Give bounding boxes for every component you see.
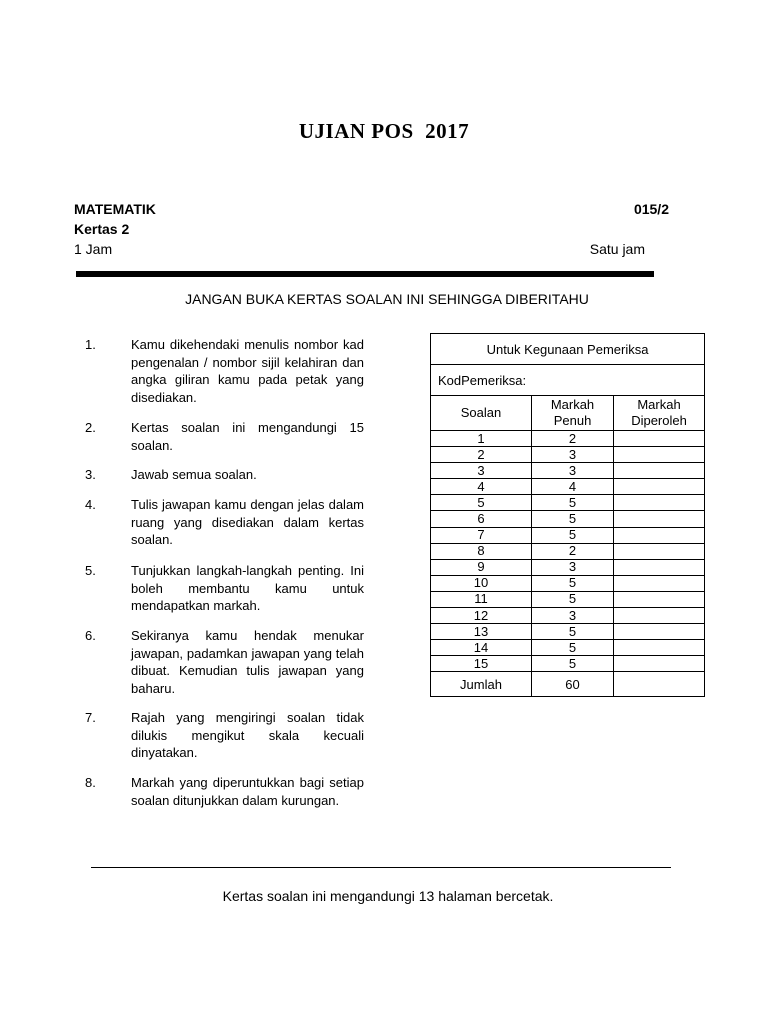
instruction-number: 7.: [85, 710, 96, 725]
question-number: 1: [431, 431, 532, 447]
marks-obtained-cell: [614, 479, 705, 495]
total-row: [431, 672, 705, 697]
table-row: [431, 543, 705, 559]
marks-obtained-cell: [614, 543, 705, 559]
full-marks: 5: [532, 640, 614, 656]
full-marks: 3: [532, 559, 614, 575]
examiner-table-title: Untuk Kegunaan Pemeriksa: [431, 334, 705, 365]
table-row: [431, 479, 705, 495]
full-marks: 4: [532, 479, 614, 495]
marks-obtained-cell: [614, 495, 705, 511]
instruction-text: Kamu dikehendaki menulis nombor kad pengenalan / nombor sijil kelahiran dan angka giliran kamu pada petak yang disediakan.: [131, 337, 364, 405]
table-row: [431, 608, 705, 624]
instruction-text: Tulis jawapan kamu dengan jelas dalam ruang yang disediakan dalam kertas soalan.: [131, 497, 364, 547]
question-number: 11: [431, 591, 532, 607]
full-marks: 5: [532, 656, 614, 672]
question-number: 4: [431, 479, 532, 495]
header-divider: [76, 271, 654, 277]
question-number: 5: [431, 495, 532, 511]
question-number: 7: [431, 527, 532, 543]
examiner-code-field: KodPemeriksa:: [431, 365, 705, 396]
instruction-number: 8.: [85, 775, 96, 790]
marks-obtained-cell: [614, 431, 705, 447]
instruction-number: 6.: [85, 628, 96, 643]
exam-title: UJIAN POS 2017: [298, 119, 470, 143]
page-count-note: Kertas soalan ini mengandungi 13 halaman bercetak.: [222, 888, 554, 904]
instruction-number: 4.: [85, 497, 96, 512]
instruction-text: Rajah yang mengiringi soalan tidak dilukis mengikut skala kecuali dinyatakan.: [131, 710, 364, 760]
full-marks: 5: [532, 495, 614, 511]
instruction-text: Markah yang diperuntukkan bagi setiap soalan ditunjukkan dalam kurungan.: [131, 775, 364, 808]
full-marks: 3: [532, 608, 614, 624]
footer-divider: [91, 867, 671, 868]
table-row: [431, 511, 705, 527]
column-header-full-marks: Markah Penuh: [532, 396, 614, 431]
question-number: 13: [431, 624, 532, 640]
question-number: 8: [431, 543, 532, 559]
full-marks: 5: [532, 591, 614, 607]
table-row: [431, 463, 705, 479]
full-marks: 5: [532, 624, 614, 640]
question-number: 2: [431, 447, 532, 463]
instruction-number: 5.: [85, 563, 96, 578]
table-row: [431, 575, 705, 591]
full-marks: 3: [532, 447, 614, 463]
marks-obtained-cell: [614, 608, 705, 624]
marks-obtained-cell: [614, 527, 705, 543]
table-row: [431, 447, 705, 463]
question-number: 9: [431, 559, 532, 575]
full-marks: 5: [532, 575, 614, 591]
marks-obtained-cell: [614, 463, 705, 479]
full-marks: 2: [532, 431, 614, 447]
total-label: Jumlah: [431, 672, 532, 697]
paper-number: Kertas 2: [74, 221, 130, 237]
duration-long: Satu jam: [589, 241, 645, 257]
table-row: [431, 591, 705, 607]
subject-code: 015/2: [633, 201, 669, 217]
marks-obtained-cell: [614, 447, 705, 463]
full-marks: 5: [532, 527, 614, 543]
total-obtained-cell: [614, 672, 705, 697]
total-full-marks: 60: [532, 672, 614, 697]
marks-obtained-cell: [614, 624, 705, 640]
instruction-number: 3.: [85, 467, 96, 482]
examiner-marks-table: [430, 333, 705, 697]
question-number: 14: [431, 640, 532, 656]
marks-obtained-cell: [614, 559, 705, 575]
marks-obtained-cell: [614, 591, 705, 607]
table-row: [431, 527, 705, 543]
instruction-text: Kertas soalan ini mengandungi 15 soalan.: [131, 420, 364, 453]
table-row: [431, 624, 705, 640]
column-header-question: Soalan: [431, 396, 532, 431]
marks-obtained-cell: [614, 656, 705, 672]
instruction-text: Tunjukkan langkah-langkah penting. Ini boleh membantu kamu untuk mendapatkan markah.: [131, 563, 364, 613]
instruction-text: Jawab semua soalan.: [131, 467, 257, 482]
question-number: 3: [431, 463, 532, 479]
instruction-number: 1.: [85, 337, 96, 352]
marks-obtained-cell: [614, 640, 705, 656]
marks-obtained-cell: [614, 511, 705, 527]
question-number: 6: [431, 511, 532, 527]
instruction-number: 2.: [85, 420, 96, 435]
question-number: 12: [431, 608, 532, 624]
marks-obtained-cell: [614, 575, 705, 591]
instruction-text: Sekiranya kamu hendak menukar jawapan, padamkan jawapan yang telah dibuat. Kemudian tulis jawapan yang baharu.: [131, 628, 364, 696]
question-number: 10: [431, 575, 532, 591]
table-row: [431, 559, 705, 575]
question-number: 15: [431, 656, 532, 672]
full-marks: 2: [532, 543, 614, 559]
do-not-open-warning: JANGAN BUKA KERTAS SOALAN INI SEHINGGA DIBERITAHU: [185, 291, 589, 307]
table-row: [431, 495, 705, 511]
table-row: [431, 431, 705, 447]
full-marks: 5: [532, 511, 614, 527]
duration-short: 1 Jam: [74, 241, 113, 257]
table-row: [431, 640, 705, 656]
table-row: [431, 656, 705, 672]
full-marks: 3: [532, 463, 614, 479]
column-header-marks-obtained: Markah Diperoleh: [614, 396, 705, 431]
subject-name: MATEMATIK: [74, 201, 156, 217]
